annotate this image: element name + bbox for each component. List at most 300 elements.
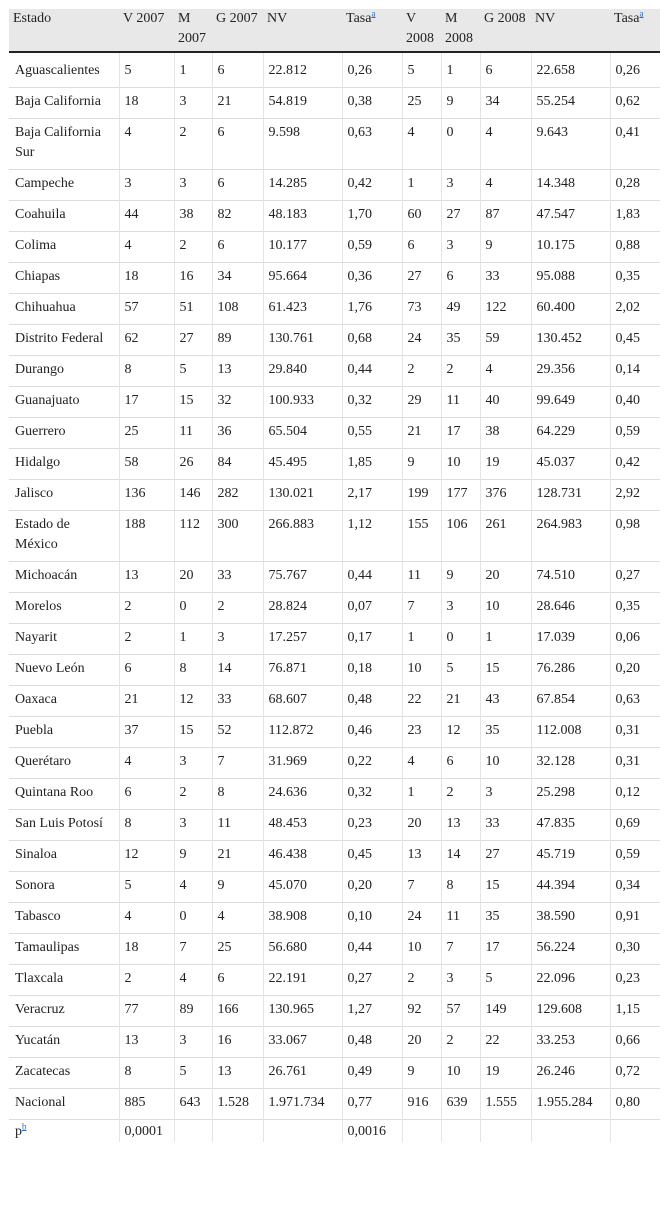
table-cell: 0,14 bbox=[610, 356, 660, 387]
table-cell: 2 bbox=[174, 232, 212, 263]
table-cell: 5 bbox=[402, 52, 441, 88]
table-cell: 177 bbox=[441, 480, 480, 511]
table-cell: 0,55 bbox=[342, 418, 402, 449]
table-cell: 0,35 bbox=[610, 593, 660, 624]
table-cell: 122 bbox=[480, 294, 531, 325]
table-row bbox=[9, 810, 660, 841]
table-cell: 5 bbox=[174, 1058, 212, 1089]
table-cell: 2 bbox=[119, 965, 174, 996]
table-cell: 3 bbox=[174, 1027, 212, 1058]
table-cell: 11 bbox=[441, 387, 480, 418]
table-cell: 25 bbox=[212, 934, 263, 965]
table-cell: 4 bbox=[119, 232, 174, 263]
column-header-label: M 2007 bbox=[178, 11, 206, 46]
table-cell: 9 bbox=[480, 232, 531, 263]
table-header bbox=[9, 9, 660, 52]
table-cell: 5 bbox=[119, 872, 174, 903]
table-cell: 0,20 bbox=[342, 872, 402, 903]
table-cell: 14 bbox=[441, 841, 480, 872]
table-cell: 0,32 bbox=[342, 387, 402, 418]
table-cell: 1,83 bbox=[610, 201, 660, 232]
table-cell: 9 bbox=[174, 841, 212, 872]
state-name-cell: Veracruz bbox=[9, 996, 119, 1027]
table-cell: 916 bbox=[402, 1089, 441, 1120]
table-cell: 32 bbox=[212, 387, 263, 418]
table-cell: 6 bbox=[212, 232, 263, 263]
table-cell: 0,49 bbox=[342, 1058, 402, 1089]
footnote-link[interactable]: b bbox=[22, 1121, 27, 1132]
table-cell: 0,23 bbox=[342, 810, 402, 841]
table-cell: 155 bbox=[402, 511, 441, 562]
table-cell: 12 bbox=[119, 841, 174, 872]
table-cell: 199 bbox=[402, 480, 441, 511]
table-cell: 17 bbox=[119, 387, 174, 418]
table-cell: 6 bbox=[212, 170, 263, 201]
table-row bbox=[9, 1027, 660, 1058]
table-cell: 0,32 bbox=[342, 779, 402, 810]
table-cell: 23 bbox=[402, 717, 441, 748]
table-cell: 6 bbox=[119, 779, 174, 810]
table-cell: 9 bbox=[441, 562, 480, 593]
table-cell: 0,10 bbox=[342, 903, 402, 934]
table-cell: 6 bbox=[441, 748, 480, 779]
table-cell: 3 bbox=[441, 965, 480, 996]
table-cell: 3 bbox=[119, 170, 174, 201]
table-cell: 17.039 bbox=[531, 624, 610, 655]
state-name-cell: Morelos bbox=[9, 593, 119, 624]
table-cell: 84 bbox=[212, 449, 263, 480]
table-cell: 0,98 bbox=[610, 511, 660, 562]
table-cell: 0,59 bbox=[342, 232, 402, 263]
table-cell: 0,77 bbox=[342, 1089, 402, 1120]
table-cell: 112 bbox=[174, 511, 212, 562]
state-name-cell: Nuevo León bbox=[9, 655, 119, 686]
table-cell: 8 bbox=[119, 810, 174, 841]
table-cell: 3 bbox=[441, 593, 480, 624]
table-body bbox=[9, 52, 660, 1142]
table-cell: 38.908 bbox=[263, 903, 342, 934]
table-cell: 58 bbox=[119, 449, 174, 480]
table-cell: 1,76 bbox=[342, 294, 402, 325]
table-cell: 35 bbox=[441, 325, 480, 356]
column-header-label: V 2008 bbox=[406, 11, 434, 46]
table-cell: 4 bbox=[212, 903, 263, 934]
table-cell: 95.664 bbox=[263, 263, 342, 294]
table-cell: 0 bbox=[174, 593, 212, 624]
table-cell: 108 bbox=[212, 294, 263, 325]
table-cell: 37 bbox=[119, 717, 174, 748]
table-cell: 0,26 bbox=[342, 52, 402, 88]
table-cell: 9.643 bbox=[531, 119, 610, 170]
table-cell: 4 bbox=[119, 119, 174, 170]
table-row bbox=[9, 170, 660, 201]
table-cell: 12 bbox=[441, 717, 480, 748]
table-cell: 100.933 bbox=[263, 387, 342, 418]
table-cell: 38 bbox=[174, 201, 212, 232]
table-cell bbox=[610, 1120, 660, 1143]
table-cell: 2 bbox=[402, 356, 441, 387]
table-cell: 99.649 bbox=[531, 387, 610, 418]
table-cell: 0,20 bbox=[610, 655, 660, 686]
footnote-link[interactable]: a bbox=[371, 8, 376, 19]
table-cell: 0,41 bbox=[610, 119, 660, 170]
column-header bbox=[610, 9, 660, 52]
state-name-cell: Baja California Sur bbox=[9, 119, 119, 170]
table-cell: 885 bbox=[119, 1089, 174, 1120]
table-cell: 16 bbox=[212, 1027, 263, 1058]
table-cell: 3 bbox=[480, 779, 531, 810]
table-cell: 9 bbox=[402, 449, 441, 480]
table-cell: 10 bbox=[402, 934, 441, 965]
table-cell: 22 bbox=[402, 686, 441, 717]
table-cell: 0,27 bbox=[342, 965, 402, 996]
table-cell: 2,92 bbox=[610, 480, 660, 511]
table-cell: 76.286 bbox=[531, 655, 610, 686]
table-cell: 21 bbox=[402, 418, 441, 449]
table-row bbox=[9, 748, 660, 779]
table-cell: 1,85 bbox=[342, 449, 402, 480]
table-cell: 0,62 bbox=[610, 88, 660, 119]
table-cell: 0,27 bbox=[610, 562, 660, 593]
table-cell: 4 bbox=[174, 965, 212, 996]
table-cell: 14.285 bbox=[263, 170, 342, 201]
table-cell: 45.719 bbox=[531, 841, 610, 872]
table-cell: 0,12 bbox=[610, 779, 660, 810]
table-cell: 9 bbox=[441, 88, 480, 119]
table-cell: 3 bbox=[174, 748, 212, 779]
state-name-cell: Tlaxcala bbox=[9, 965, 119, 996]
table-cell: 2 bbox=[441, 356, 480, 387]
table-cell: 25.298 bbox=[531, 779, 610, 810]
table-row bbox=[9, 934, 660, 965]
table-cell: 59 bbox=[480, 325, 531, 356]
table-cell: 13 bbox=[402, 841, 441, 872]
table-cell: 33.067 bbox=[263, 1027, 342, 1058]
table-cell: 51 bbox=[174, 294, 212, 325]
table-row bbox=[9, 841, 660, 872]
table-cell: 21 bbox=[119, 686, 174, 717]
table-cell bbox=[480, 1120, 531, 1143]
table-cell: 7 bbox=[402, 593, 441, 624]
table-cell: 9 bbox=[212, 872, 263, 903]
table-cell: 0,44 bbox=[342, 934, 402, 965]
table-cell: 47.835 bbox=[531, 810, 610, 841]
table-cell: 45.037 bbox=[531, 449, 610, 480]
table-cell: 19 bbox=[480, 1058, 531, 1089]
table-cell: 0,59 bbox=[610, 418, 660, 449]
table-cell: 44.394 bbox=[531, 872, 610, 903]
table-cell: 300 bbox=[212, 511, 263, 562]
table-cell: 10 bbox=[480, 593, 531, 624]
table-cell: 130.761 bbox=[263, 325, 342, 356]
table-cell: 67.854 bbox=[531, 686, 610, 717]
state-name-cell: Chihuahua bbox=[9, 294, 119, 325]
table-cell: 0,17 bbox=[342, 624, 402, 655]
table-cell: 0,31 bbox=[610, 717, 660, 748]
table-cell: 4 bbox=[480, 356, 531, 387]
table-cell: 10 bbox=[402, 655, 441, 686]
table-cell: 49 bbox=[441, 294, 480, 325]
table-cell: 0,45 bbox=[342, 841, 402, 872]
table-cell: 112.872 bbox=[263, 717, 342, 748]
state-name-cell: Guanajuato bbox=[9, 387, 119, 418]
table-cell: 264.983 bbox=[531, 511, 610, 562]
table-cell: 1,15 bbox=[610, 996, 660, 1027]
table-cell: 0,42 bbox=[610, 449, 660, 480]
table-cell: 89 bbox=[174, 996, 212, 1027]
p-value-label: p bbox=[15, 1124, 22, 1139]
table-row bbox=[9, 449, 660, 480]
table-cell: 34 bbox=[480, 88, 531, 119]
table-cell: 3 bbox=[212, 624, 263, 655]
table-cell: 25 bbox=[119, 418, 174, 449]
table-cell bbox=[402, 1120, 441, 1143]
table-cell: 0,36 bbox=[342, 263, 402, 294]
table-cell: 4 bbox=[480, 170, 531, 201]
table-cell: 10.177 bbox=[263, 232, 342, 263]
table-cell: 10 bbox=[480, 748, 531, 779]
table-cell: 5 bbox=[119, 52, 174, 88]
table-cell: 32.128 bbox=[531, 748, 610, 779]
table-cell: 0,66 bbox=[610, 1027, 660, 1058]
table-cell: 92 bbox=[402, 996, 441, 1027]
table-cell: 65.504 bbox=[263, 418, 342, 449]
table-cell: 282 bbox=[212, 480, 263, 511]
header-row bbox=[9, 9, 660, 52]
table-cell: 8 bbox=[119, 1058, 174, 1089]
table-row bbox=[9, 294, 660, 325]
table-cell: 13 bbox=[119, 562, 174, 593]
state-name-cell: San Luis Potosí bbox=[9, 810, 119, 841]
table-cell: 1,70 bbox=[342, 201, 402, 232]
table-cell: 0,31 bbox=[610, 748, 660, 779]
table-row bbox=[9, 686, 660, 717]
table-cell: 24 bbox=[402, 325, 441, 356]
table-cell: 0,28 bbox=[610, 170, 660, 201]
table-cell: 18 bbox=[119, 88, 174, 119]
table-cell: 6 bbox=[119, 655, 174, 686]
state-name-cell: Nacional bbox=[9, 1089, 119, 1120]
table-cell: 0,48 bbox=[342, 686, 402, 717]
table-row bbox=[9, 325, 660, 356]
table-cell: 14.348 bbox=[531, 170, 610, 201]
table-cell: 146 bbox=[174, 480, 212, 511]
table-cell: 0,59 bbox=[610, 841, 660, 872]
table-cell: 0,38 bbox=[342, 88, 402, 119]
table-cell: 1 bbox=[402, 624, 441, 655]
table-cell: 2,17 bbox=[342, 480, 402, 511]
table-cell: 1.555 bbox=[480, 1089, 531, 1120]
table-cell: 18 bbox=[119, 934, 174, 965]
table-cell: 38.590 bbox=[531, 903, 610, 934]
table-cell: 18 bbox=[119, 263, 174, 294]
table-cell: 20 bbox=[402, 1027, 441, 1058]
state-name-cell: Hidalgo bbox=[9, 449, 119, 480]
table-cell: 6 bbox=[212, 52, 263, 88]
table-cell: 64.229 bbox=[531, 418, 610, 449]
table-cell: 24 bbox=[402, 903, 441, 934]
table-cell: 15 bbox=[174, 387, 212, 418]
table-cell: 1 bbox=[174, 52, 212, 88]
table-cell: 0,34 bbox=[610, 872, 660, 903]
table-cell: 76.871 bbox=[263, 655, 342, 686]
table-cell bbox=[263, 1120, 342, 1143]
table-row bbox=[9, 965, 660, 996]
table-cell: 22.658 bbox=[531, 52, 610, 88]
table-cell: 74.510 bbox=[531, 562, 610, 593]
state-name-cell: Yucatán bbox=[9, 1027, 119, 1058]
state-name-cell: Querétaro bbox=[9, 748, 119, 779]
table-cell: 6 bbox=[212, 965, 263, 996]
table-cell: 9 bbox=[402, 1058, 441, 1089]
column-header bbox=[531, 9, 610, 52]
table-cell: 6 bbox=[402, 232, 441, 263]
table-cell: 3 bbox=[441, 232, 480, 263]
table-row bbox=[9, 88, 660, 119]
table-cell: 0,30 bbox=[610, 934, 660, 965]
table-cell: 21 bbox=[212, 88, 263, 119]
table-cell: 27 bbox=[402, 263, 441, 294]
table-cell: 2 bbox=[174, 779, 212, 810]
column-header-label: Tasa bbox=[614, 11, 640, 26]
table-cell: 10 bbox=[441, 449, 480, 480]
table-cell: 29.356 bbox=[531, 356, 610, 387]
table-cell: 31.969 bbox=[263, 748, 342, 779]
table-cell: 3 bbox=[174, 810, 212, 841]
table-cell: 4 bbox=[119, 748, 174, 779]
table-cell: 34 bbox=[212, 263, 263, 294]
table-cell: 35 bbox=[480, 717, 531, 748]
table-cell: 4 bbox=[174, 872, 212, 903]
table-cell: 0,80 bbox=[610, 1089, 660, 1120]
state-name-cell: Michoacán bbox=[9, 562, 119, 593]
table-cell: 8 bbox=[174, 655, 212, 686]
table-cell: 48.183 bbox=[263, 201, 342, 232]
table-cell: 21 bbox=[441, 686, 480, 717]
table-cell: 128.731 bbox=[531, 480, 610, 511]
table-cell: 0,46 bbox=[342, 717, 402, 748]
table-cell: 77 bbox=[119, 996, 174, 1027]
state-name-cell: Puebla bbox=[9, 717, 119, 748]
state-name-cell: Quintana Roo bbox=[9, 779, 119, 810]
table-cell: 166 bbox=[212, 996, 263, 1027]
table-row bbox=[9, 593, 660, 624]
table-cell: 0 bbox=[174, 903, 212, 934]
table-cell: 0,26 bbox=[610, 52, 660, 88]
table-row bbox=[9, 779, 660, 810]
table-cell bbox=[441, 1120, 480, 1143]
table-cell: 17 bbox=[480, 934, 531, 965]
table-cell: 8 bbox=[119, 356, 174, 387]
table-cell: 3 bbox=[174, 88, 212, 119]
column-header bbox=[402, 9, 441, 52]
table-cell: 26 bbox=[174, 449, 212, 480]
column-header-label: M 2008 bbox=[445, 11, 473, 46]
table-cell: 130.965 bbox=[263, 996, 342, 1027]
table-cell: 56.680 bbox=[263, 934, 342, 965]
table-cell: 82 bbox=[212, 201, 263, 232]
table-cell: 33 bbox=[480, 263, 531, 294]
table-cell: 13 bbox=[441, 810, 480, 841]
table-cell: 57 bbox=[441, 996, 480, 1027]
table-cell: 0,63 bbox=[342, 119, 402, 170]
table-cell: 45.070 bbox=[263, 872, 342, 903]
table-cell: 4 bbox=[402, 119, 441, 170]
state-name-cell: Oaxaca bbox=[9, 686, 119, 717]
state-name-cell: Colima bbox=[9, 232, 119, 263]
table-cell: 33 bbox=[480, 810, 531, 841]
table-cell: 22.812 bbox=[263, 52, 342, 88]
table-cell: 13 bbox=[212, 1058, 263, 1089]
table-cell: 55.254 bbox=[531, 88, 610, 119]
table-cell: 54.819 bbox=[263, 88, 342, 119]
table-row bbox=[9, 655, 660, 686]
table-cell: 40 bbox=[480, 387, 531, 418]
table-row bbox=[9, 562, 660, 593]
table-cell: 73 bbox=[402, 294, 441, 325]
table-row bbox=[9, 717, 660, 748]
column-header-label: Tasa bbox=[346, 11, 372, 26]
footnote-link[interactable]: a bbox=[639, 8, 644, 19]
table-cell: 2 bbox=[119, 624, 174, 655]
table-cell: 1 bbox=[174, 624, 212, 655]
table-cell: 89 bbox=[212, 325, 263, 356]
table-cell: 0,68 bbox=[342, 325, 402, 356]
table-cell bbox=[174, 1120, 212, 1143]
column-header bbox=[9, 9, 119, 52]
table-cell: 106 bbox=[441, 511, 480, 562]
table-cell: 68.607 bbox=[263, 686, 342, 717]
table-cell: 1,12 bbox=[342, 511, 402, 562]
table-cell: 6 bbox=[480, 52, 531, 88]
table-cell: 11 bbox=[441, 903, 480, 934]
table-cell: 35 bbox=[480, 903, 531, 934]
table-cell: 8 bbox=[212, 779, 263, 810]
table-cell: 27 bbox=[441, 201, 480, 232]
table-cell: 22.096 bbox=[531, 965, 610, 996]
table-cell bbox=[531, 1120, 610, 1143]
table-cell: 112.008 bbox=[531, 717, 610, 748]
table-cell: 2,02 bbox=[610, 294, 660, 325]
table-cell: 0,23 bbox=[610, 965, 660, 996]
table-cell: 28.824 bbox=[263, 593, 342, 624]
column-header-label: Estado bbox=[13, 11, 52, 26]
table-cell: 7 bbox=[174, 934, 212, 965]
table-cell: 61.423 bbox=[263, 294, 342, 325]
state-name-cell: Campeche bbox=[9, 170, 119, 201]
table-cell: 6 bbox=[441, 263, 480, 294]
column-header-label: G 2007 bbox=[216, 11, 258, 26]
table-cell: 1.971.734 bbox=[263, 1089, 342, 1120]
table-cell: 7 bbox=[441, 934, 480, 965]
table-cell: 3 bbox=[441, 170, 480, 201]
table-cell: 60 bbox=[402, 201, 441, 232]
table-cell: 20 bbox=[174, 562, 212, 593]
table-row bbox=[9, 201, 660, 232]
table-cell: 19 bbox=[480, 449, 531, 480]
table-cell: 0,22 bbox=[342, 748, 402, 779]
table-cell: 1.955.284 bbox=[531, 1089, 610, 1120]
state-name-cell: Jalisco bbox=[9, 480, 119, 511]
table-cell: 56.224 bbox=[531, 934, 610, 965]
table-cell: 13 bbox=[212, 356, 263, 387]
table-cell: 43 bbox=[480, 686, 531, 717]
state-name-cell: Guerrero bbox=[9, 418, 119, 449]
state-name-cell: Distrito Federal bbox=[9, 325, 119, 356]
table-cell: 87 bbox=[480, 201, 531, 232]
table-cell: 639 bbox=[441, 1089, 480, 1120]
table-cell: 27 bbox=[480, 841, 531, 872]
